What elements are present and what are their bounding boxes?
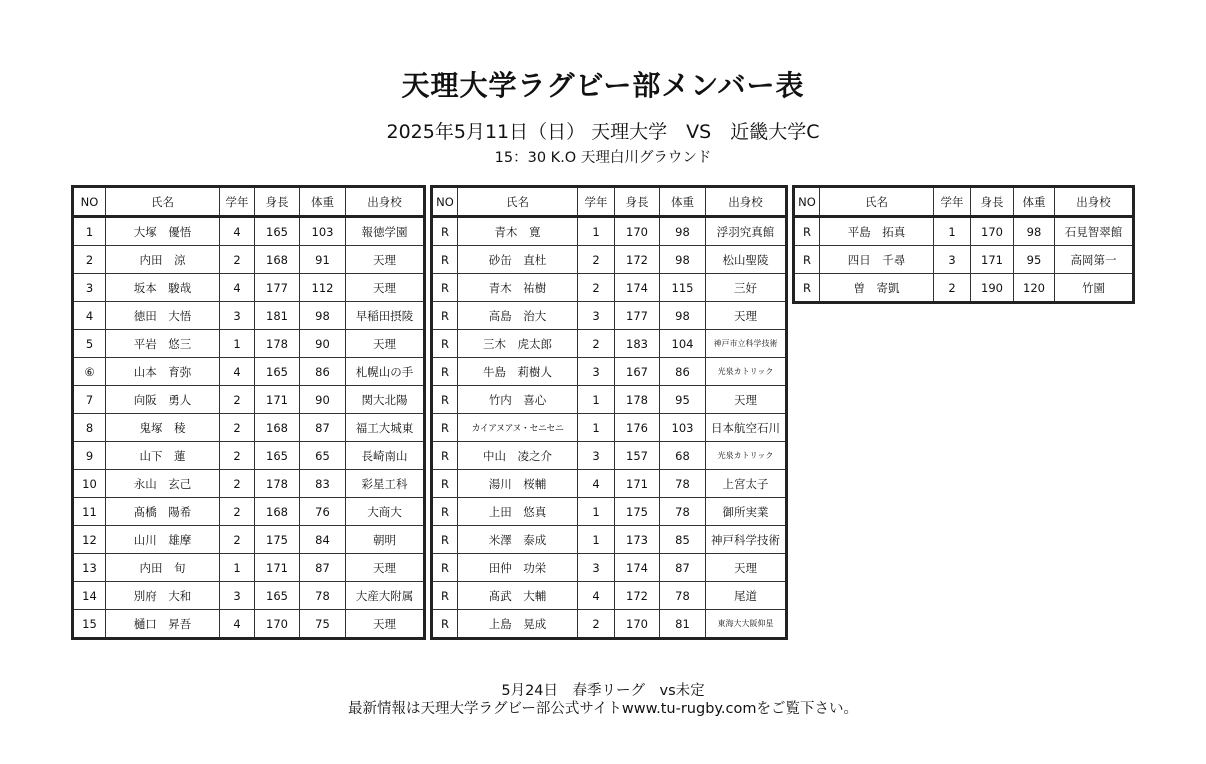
table-row — [73, 554, 425, 582]
cell-no: 2 — [73, 246, 106, 274]
cell-name: 髙橋 陽希 — [106, 498, 220, 526]
cell-height: 170 — [971, 217, 1014, 246]
cell-no: R — [794, 217, 820, 246]
cell-grade: 1 — [934, 217, 971, 246]
cell-grade: 2 — [220, 470, 255, 498]
cell-name: 牛島 莉樹人 — [458, 358, 578, 386]
cell-height: 174 — [615, 554, 660, 582]
cell-name: 中山 凌之介 — [458, 442, 578, 470]
cell-grade: 2 — [220, 414, 255, 442]
cell-grade: 3 — [578, 302, 615, 330]
header-height: 身長 — [255, 187, 300, 217]
table-row — [794, 217, 1134, 246]
cell-no: 14 — [73, 582, 106, 610]
cell-weight: 75 — [300, 610, 346, 639]
cell-name: 別府 大和 — [106, 582, 220, 610]
cell-no: 13 — [73, 554, 106, 582]
cell-weight: 91 — [300, 246, 346, 274]
cell-height: 178 — [255, 470, 300, 498]
cell-name: 米澤 泰成 — [458, 526, 578, 554]
table-row — [432, 302, 787, 330]
cell-no: R — [432, 414, 458, 442]
cell-height: 190 — [971, 274, 1014, 303]
cell-school: 上宮太子 — [706, 470, 787, 498]
cell-school: 竹園 — [1055, 274, 1134, 303]
table-row — [73, 470, 425, 498]
cell-weight: 90 — [300, 330, 346, 358]
table-row — [73, 330, 425, 358]
cell-weight: 84 — [300, 526, 346, 554]
cell-school: 神戸科学技術 — [706, 526, 787, 554]
cell-grade: 1 — [578, 386, 615, 414]
cell-name: 永山 玄己 — [106, 470, 220, 498]
cell-no: 5 — [73, 330, 106, 358]
table-row — [73, 386, 425, 414]
cell-school: 天理 — [346, 554, 425, 582]
table-row — [73, 498, 425, 526]
table-row — [73, 526, 425, 554]
table-row — [73, 358, 425, 386]
cell-weight: 87 — [300, 554, 346, 582]
table-row — [73, 246, 425, 274]
table-row — [432, 498, 787, 526]
header-school: 出身校 — [706, 187, 787, 217]
cell-no: R — [794, 246, 820, 274]
cell-grade: 3 — [578, 358, 615, 386]
cell-no: 9 — [73, 442, 106, 470]
cell-name: 四日 千尋 — [820, 246, 934, 274]
cell-grade: 3 — [220, 302, 255, 330]
table-row — [432, 582, 787, 610]
header-height: 身長 — [615, 187, 660, 217]
cell-weight: 87 — [660, 554, 706, 582]
cell-weight: 78 — [300, 582, 346, 610]
cell-height: 165 — [255, 582, 300, 610]
cell-grade: 1 — [220, 554, 255, 582]
cell-weight: 78 — [660, 582, 706, 610]
header-weight: 体重 — [300, 187, 346, 217]
header-school: 出身校 — [1055, 187, 1134, 217]
cell-height: 168 — [255, 414, 300, 442]
cell-name: 内田 涼 — [106, 246, 220, 274]
header-grade: 学年 — [934, 187, 971, 217]
cell-weight: 90 — [300, 386, 346, 414]
table-row — [73, 610, 425, 639]
cell-no: R — [432, 274, 458, 302]
cell-no: R — [432, 358, 458, 386]
cell-school: 石見智翠館 — [1055, 217, 1134, 246]
cell-weight: 87 — [300, 414, 346, 442]
cell-no: R — [794, 274, 820, 303]
cell-weight: 112 — [300, 274, 346, 302]
cell-grade: 2 — [220, 442, 255, 470]
cell-no: R — [432, 386, 458, 414]
header-grade: 学年 — [578, 187, 615, 217]
cell-weight: 95 — [660, 386, 706, 414]
cell-school: 天理 — [706, 386, 787, 414]
cell-weight: 78 — [660, 470, 706, 498]
cell-name: 砂缶 直杜 — [458, 246, 578, 274]
cell-name: 坂本 駿哉 — [106, 274, 220, 302]
header-row — [73, 187, 425, 217]
cell-no: R — [432, 498, 458, 526]
cell-name: 山本 育弥 — [106, 358, 220, 386]
cell-height: 170 — [255, 610, 300, 639]
cell-name: 大塚 優悟 — [106, 217, 220, 246]
cell-school: 尾道 — [706, 582, 787, 610]
cell-grade: 1 — [220, 330, 255, 358]
reserves-table — [430, 185, 788, 640]
table-row — [794, 246, 1134, 274]
header-weight: 体重 — [1014, 187, 1055, 217]
table-row — [432, 470, 787, 498]
cell-height: 178 — [615, 386, 660, 414]
table-row — [73, 302, 425, 330]
cell-no: R — [432, 582, 458, 610]
cell-no: R — [432, 442, 458, 470]
cell-grade: 3 — [934, 246, 971, 274]
cell-grade: 3 — [220, 582, 255, 610]
header-school: 出身校 — [346, 187, 425, 217]
cell-height: 165 — [255, 442, 300, 470]
cell-school: 天理 — [346, 330, 425, 358]
table-row — [73, 582, 425, 610]
cell-height: 165 — [255, 217, 300, 246]
cell-weight: 85 — [660, 526, 706, 554]
cell-grade: 2 — [220, 246, 255, 274]
cell-school: 天理 — [346, 274, 425, 302]
header-row — [432, 187, 787, 217]
cell-weight: 86 — [300, 358, 346, 386]
cell-weight: 83 — [300, 470, 346, 498]
header-name: 氏名 — [820, 187, 934, 217]
cell-height: 172 — [615, 246, 660, 274]
cell-school: 光泉カトリック — [706, 358, 787, 386]
starters-table — [71, 185, 426, 640]
cell-weight: 98 — [1014, 217, 1055, 246]
table-row — [432, 358, 787, 386]
cell-name: 上島 晃成 — [458, 610, 578, 639]
website-note: 最新情報は天理大学ラグビー部公式サイトwww.tu-rugby.comをご覧下さい。 — [347, 701, 859, 717]
cell-name: 山川 雄摩 — [106, 526, 220, 554]
cell-weight: 115 — [660, 274, 706, 302]
cell-name: 上田 悠真 — [458, 498, 578, 526]
header-name: 氏名 — [106, 187, 220, 217]
cell-weight: 104 — [660, 330, 706, 358]
cell-name: 青木 祐樹 — [458, 274, 578, 302]
header-height: 身長 — [971, 187, 1014, 217]
header-weight: 体重 — [660, 187, 706, 217]
cell-grade: 2 — [578, 246, 615, 274]
cell-height: 165 — [255, 358, 300, 386]
cell-school: 長崎南山 — [346, 442, 425, 470]
cell-weight: 78 — [660, 498, 706, 526]
cell-height: 171 — [971, 246, 1014, 274]
cell-no: 3 — [73, 274, 106, 302]
header-no: NO — [73, 187, 106, 217]
cell-weight: 98 — [300, 302, 346, 330]
cell-grade: 2 — [934, 274, 971, 303]
cell-name: 髙武 大輔 — [458, 582, 578, 610]
cell-no: 8 — [73, 414, 106, 442]
cell-school: 大商大 — [346, 498, 425, 526]
table-row — [432, 386, 787, 414]
cell-school: 札幌山の手 — [346, 358, 425, 386]
cell-no: R — [432, 246, 458, 274]
cell-height: 171 — [255, 554, 300, 582]
table-row — [794, 274, 1134, 303]
cell-grade: 1 — [578, 414, 615, 442]
cell-school: 日本航空石川 — [706, 414, 787, 442]
cell-weight: 103 — [300, 217, 346, 246]
cell-name: 曽 寄凱 — [820, 274, 934, 303]
cell-name: 山下 蓮 — [106, 442, 220, 470]
table-row — [73, 217, 425, 246]
cell-grade: 2 — [578, 274, 615, 302]
cell-no: R — [432, 526, 458, 554]
cell-name: 高島 治大 — [458, 302, 578, 330]
cell-no: 15 — [73, 610, 106, 639]
cell-school: 御所実業 — [706, 498, 787, 526]
table-row — [73, 442, 425, 470]
cell-no: R — [432, 217, 458, 246]
cell-school: 東海大大阪仰星 — [706, 610, 787, 639]
cell-weight: 68 — [660, 442, 706, 470]
cell-name: 三木 虎太郎 — [458, 330, 578, 358]
cell-weight: 103 — [660, 414, 706, 442]
cell-weight: 65 — [300, 442, 346, 470]
cell-height: 171 — [615, 470, 660, 498]
cell-no: ⑥ — [73, 358, 106, 386]
header-name: 氏名 — [458, 187, 578, 217]
cell-no: 7 — [73, 386, 106, 414]
cell-height: 174 — [615, 274, 660, 302]
cell-no: 4 — [73, 302, 106, 330]
table-row — [432, 246, 787, 274]
cell-no: R — [432, 330, 458, 358]
cell-school: 天理 — [346, 610, 425, 639]
cell-height: 168 — [255, 498, 300, 526]
cell-no: R — [432, 554, 458, 582]
cell-no: 11 — [73, 498, 106, 526]
cell-height: 175 — [615, 498, 660, 526]
cell-weight: 76 — [300, 498, 346, 526]
cell-height: 177 — [255, 274, 300, 302]
cell-height: 170 — [615, 610, 660, 639]
cell-height: 168 — [255, 246, 300, 274]
cell-school: 松山聖陵 — [706, 246, 787, 274]
cell-school: 朝明 — [346, 526, 425, 554]
cell-grade: 1 — [578, 526, 615, 554]
cell-name: 平島 拓真 — [820, 217, 934, 246]
table-row — [432, 442, 787, 470]
cell-height: 170 — [615, 217, 660, 246]
table-row — [432, 526, 787, 554]
cell-school: 神戸市立科学技術 — [706, 330, 787, 358]
cell-name: 田仲 功栄 — [458, 554, 578, 582]
cell-weight: 120 — [1014, 274, 1055, 303]
table-row — [432, 610, 787, 639]
cell-name: 内田 旬 — [106, 554, 220, 582]
cell-name: 樋口 昇吾 — [106, 610, 220, 639]
cell-name: 平岩 悠三 — [106, 330, 220, 358]
table-row — [432, 330, 787, 358]
cell-height: 157 — [615, 442, 660, 470]
cell-height: 167 — [615, 358, 660, 386]
cell-no: R — [432, 302, 458, 330]
cell-school: 大産大附属 — [346, 582, 425, 610]
header-no: NO — [432, 187, 458, 217]
cell-height: 178 — [255, 330, 300, 358]
cell-no: 10 — [73, 470, 106, 498]
cell-height: 183 — [615, 330, 660, 358]
cell-grade: 2 — [220, 498, 255, 526]
cell-name: 湯川 桜輔 — [458, 470, 578, 498]
cell-weight: 81 — [660, 610, 706, 639]
cell-height: 181 — [255, 302, 300, 330]
cell-name: 竹内 喜心 — [458, 386, 578, 414]
cell-grade: 2 — [220, 526, 255, 554]
table-row — [432, 554, 787, 582]
cell-grade: 4 — [578, 470, 615, 498]
cell-school: 早稲田摂陵 — [346, 302, 425, 330]
cell-grade: 4 — [220, 217, 255, 246]
cell-grade: 3 — [578, 554, 615, 582]
cell-name: 向阪 勇人 — [106, 386, 220, 414]
table-row — [73, 414, 425, 442]
kickoff-info: 15：30 K.O 天理白川グラウンド — [494, 150, 712, 166]
cell-height: 173 — [615, 526, 660, 554]
next-match-info: 5月24日 春季リーグ vs未定 — [501, 683, 705, 699]
cell-height: 175 — [255, 526, 300, 554]
cell-school: 彩星工科 — [346, 470, 425, 498]
cell-no: 12 — [73, 526, 106, 554]
cell-school: 関大北陽 — [346, 386, 425, 414]
match-info: 2025年5月11日（日） 天理大学 VS 近畿大学C — [386, 121, 820, 143]
cell-name: 青木 寛 — [458, 217, 578, 246]
cell-school: 光泉カトリック — [706, 442, 787, 470]
cell-grade: 1 — [578, 217, 615, 246]
cell-grade: 2 — [578, 610, 615, 639]
table-row — [432, 414, 787, 442]
header-row — [794, 187, 1134, 217]
cell-school: 三好 — [706, 274, 787, 302]
header-grade: 学年 — [220, 187, 255, 217]
cell-grade: 4 — [220, 358, 255, 386]
cell-grade: 4 — [578, 582, 615, 610]
cell-school: 天理 — [706, 302, 787, 330]
cell-height: 171 — [255, 386, 300, 414]
cell-no: R — [432, 610, 458, 639]
cell-grade: 2 — [220, 386, 255, 414]
cell-no: 1 — [73, 217, 106, 246]
table-row — [432, 217, 787, 246]
cell-weight: 98 — [660, 246, 706, 274]
cell-school: 高岡第一 — [1055, 246, 1134, 274]
cell-grade: 4 — [220, 274, 255, 302]
cell-height: 176 — [615, 414, 660, 442]
cell-school: 福工大城東 — [346, 414, 425, 442]
table-row — [432, 274, 787, 302]
cell-name: 徳田 大悟 — [106, 302, 220, 330]
cell-no: R — [432, 470, 458, 498]
cell-height: 172 — [615, 582, 660, 610]
cell-school: 浮羽究真館 — [706, 217, 787, 246]
cell-grade: 4 — [220, 610, 255, 639]
cell-grade: 2 — [578, 330, 615, 358]
cell-weight: 86 — [660, 358, 706, 386]
cell-name: 鬼塚 稜 — [106, 414, 220, 442]
cell-name: カイアヌアヌ・セニセニ — [458, 414, 578, 442]
cell-weight: 98 — [660, 302, 706, 330]
cell-weight: 98 — [660, 217, 706, 246]
extra-reserves-table — [792, 185, 1135, 304]
cell-school: 天理 — [706, 554, 787, 582]
cell-grade: 3 — [578, 442, 615, 470]
header-no: NO — [794, 187, 820, 217]
page-title: 天理大学ラグビー部メンバー表 — [401, 69, 805, 102]
cell-grade: 1 — [578, 498, 615, 526]
cell-school: 報徳学園 — [346, 217, 425, 246]
cell-height: 177 — [615, 302, 660, 330]
cell-school: 天理 — [346, 246, 425, 274]
cell-weight: 95 — [1014, 246, 1055, 274]
table-row — [73, 274, 425, 302]
